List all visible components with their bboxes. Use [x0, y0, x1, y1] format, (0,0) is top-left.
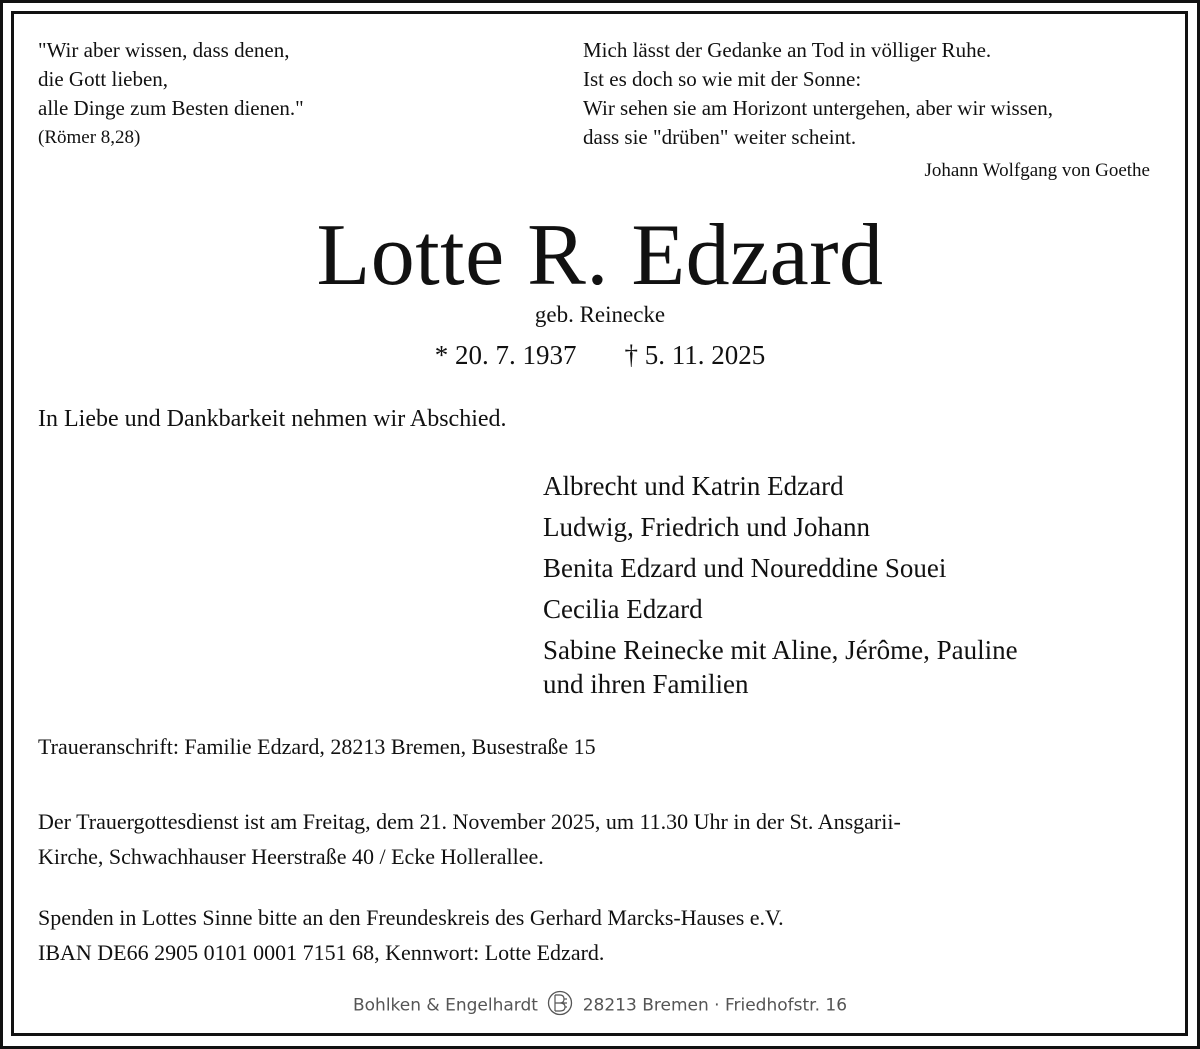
mourner-line: Ludwig, Friedrich und Johann [543, 512, 870, 542]
donation-line: Spenden in Lottes Sinne bitte an den Freundeskreis des Gerhard Marcks-Hauses e.V. [38, 905, 784, 930]
quote-line: "Wir aber wissen, dass denen, [38, 38, 290, 62]
quote-line: Ist es doch so wie mit der Sonne: [583, 67, 862, 91]
mourner-line: und ihren Familien [543, 669, 749, 699]
goethe-quote [583, 36, 1053, 152]
funeral-home-footer [0, 990, 1200, 1021]
deceased-name: Lotte R. Edzard [316, 207, 884, 304]
farewell-text: In Liebe und Dankbarkeit nehmen wir Abschied. [38, 406, 507, 432]
mourners-list [543, 466, 1018, 705]
quote-line: die Gott lieben, [38, 67, 169, 91]
funeral-service-info [38, 804, 901, 874]
service-line: Kirche, Schwachhauser Heerstraße 40 / Ecke Hollerallee. [38, 844, 544, 869]
donation-info [38, 900, 784, 970]
bible-quote [38, 36, 304, 152]
mourner-line: Sabine Reinecke mit Aline, Jérôme, Pauline [543, 635, 1018, 665]
quote-line: Wir sehen sie am Horizont untergehen, aber wir wissen, [583, 96, 1053, 120]
quote-line: Mich lässt der Gedanke an Tod in völliger Ruhe. [583, 38, 992, 62]
maiden-name: geb. Reinecke [534, 302, 666, 327]
be-monogram-icon [547, 990, 573, 1021]
birth-date: * 20. 7. 1937 [434, 340, 577, 370]
mourner-line: Albrecht und Katrin Edzard [543, 471, 844, 501]
donation-line: IBAN DE66 2905 0101 0001 7151 68, Kennwort: Lotte Edzard. [38, 940, 605, 965]
life-dates [0, 340, 1200, 371]
quote-reference: (Römer 8,28) [38, 127, 141, 148]
mourning-address: Traueranschrift: Familie Edzard, 28213 Bremen, Busestraße 15 [38, 734, 596, 759]
funeral-home-address: 28213 Bremen · Friedhofstr. 16 [582, 995, 848, 1016]
death-date: † 5. 11. 2025 [624, 340, 766, 370]
mourner-line: Cecilia Edzard [543, 594, 703, 624]
funeral-home-name: Bohlken & Engelhardt [352, 995, 538, 1016]
mourner-line: Benita Edzard und Noureddine Souei [543, 553, 947, 583]
quote-line: alle Dinge zum Besten dienen." [38, 96, 304, 120]
quote-line: dass sie "drüben" weiter scheint. [583, 125, 857, 149]
quote-author: Johann Wolfgang von Goethe [924, 160, 1150, 181]
service-line: Der Trauergottesdienst ist am Freitag, dem 21. November 2025, um 11.30 Uhr in der St. Ansgarii- [38, 809, 901, 834]
